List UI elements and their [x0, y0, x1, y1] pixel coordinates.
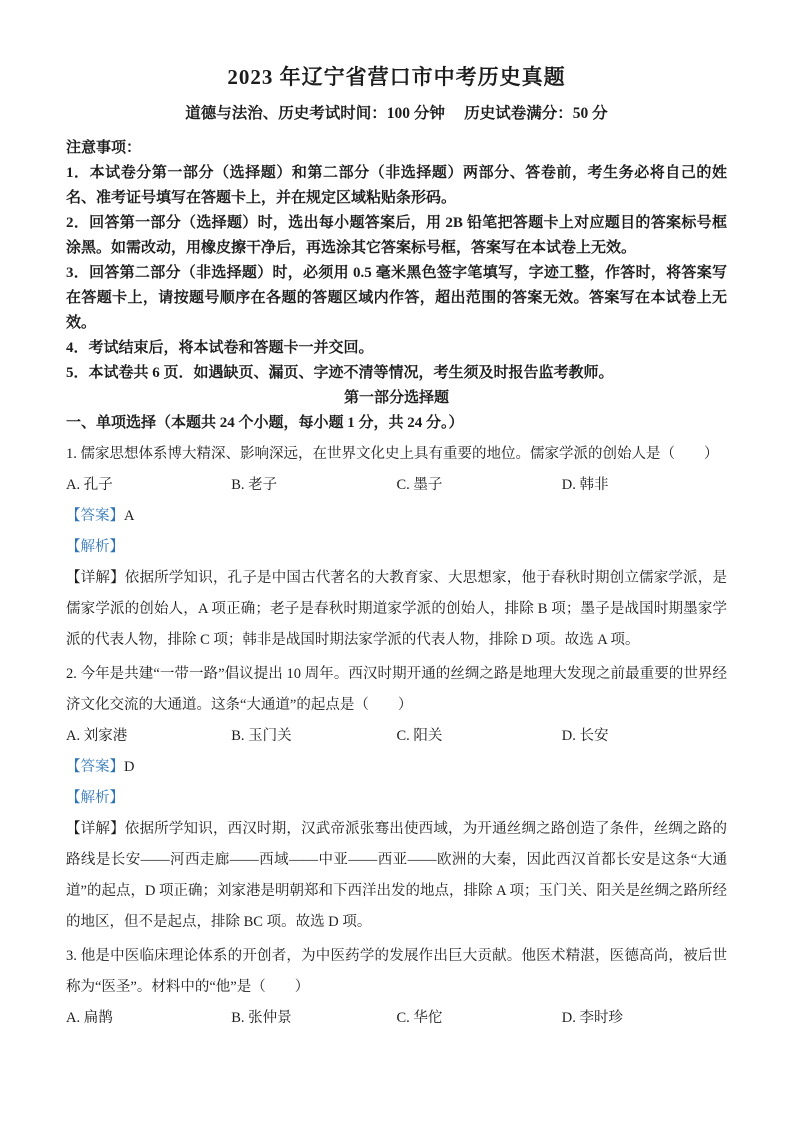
question-1-analysis-line: [66, 532, 727, 563]
notices-heading: 注意事项：: [66, 140, 142, 156]
question-1-option-a: A. 孔子: [66, 477, 113, 493]
analysis-label: 【解析】: [66, 539, 124, 555]
notice-item-1: 1．本试卷分第一部分（选择题）和第二部分（非选择题）两部分、答卷前，考生务必将自己的姓名、准考证号填写在答题卡上，并在规定区域粘贴条形码。: [66, 165, 727, 206]
page-title: 2023 年辽宁省营口市中考历史真题: [227, 65, 566, 89]
question-3-option-a: A. 扁鹊: [66, 1010, 113, 1026]
question-2-option-c: C. 阳关: [396, 728, 443, 744]
question-1-detail-text: 依据所学知识，孔子是中国古代著名的大教育家、大思想家，他于春秋时期创立儒家学派，是儒家学派的创始人，A 项正确；老子是春秋时期道家学派的创始人，排除 B 项；墨子是战国时期墨家学派的代表人物，排除 C 项；韩非是战国时期法家学派的代表人物，排除 D 项。故选 A 项。: [66, 570, 728, 648]
question-3: [66, 941, 727, 1034]
question-1-answer-line: [66, 501, 727, 532]
question-2-answer-line: [66, 752, 727, 783]
question-3-option-d: D. 李时珍: [561, 1010, 623, 1026]
question-2-option-d: D. 长安: [561, 728, 609, 744]
question-2-option-b: B. 玉门关: [231, 728, 292, 744]
analysis-label: 【解析】: [66, 790, 124, 806]
question-1: [66, 439, 727, 656]
question-2: [66, 659, 727, 938]
question-1-option-b: B. 老子: [231, 477, 278, 493]
question-3-stem: 3. 他是中医临床理论体系的开创者，为中医药学的发展作出巨大贡献。他医术精湛，医德高尚，被后世称为“医圣”。材料中的“他”是（ ）: [66, 948, 727, 995]
answer-label: 【答案】: [66, 759, 124, 775]
exam-info-line: 道德与法治、历史考试时间：100 分钟 历史试卷满分：50 分: [185, 105, 608, 122]
question-3-option-b: B. 张仲景: [231, 1010, 292, 1026]
question-3-option-c: C. 华佗: [396, 1010, 443, 1026]
question-1-answer-value: A: [124, 508, 135, 524]
answer-label: 【答案】: [66, 508, 124, 524]
notice-item-3: 3．回答第二部分（非选择题）时，必须用 0.5 毫米黑色签字笔填写，字迹工整，作答时，将答案写在答题卡上，请按题号顺序在各题的答题区域内作答，超出范围的答案无效。答案写在本试卷上无效。: [66, 265, 727, 331]
question-2-analysis-line: [66, 783, 727, 814]
question-2-options: [66, 721, 727, 752]
detail-label: 【详解】: [66, 570, 125, 586]
question-1-option-c: C. 墨子: [396, 477, 443, 493]
question-2-detail: [66, 814, 727, 938]
question-1-detail: [66, 563, 727, 656]
section-heading: 第一部分选择题: [343, 390, 449, 406]
question-2-detail-text: 依据所学知识，西汉时期，汉武帝派张骞出使西域，为开通丝绸之路创造了条件，丝绸之路的路线是长安——河西走廊——西域——中亚——西亚——欧洲的大秦，因此西汉首都长安是这条“大通道”的起点，D 项正确；刘家港是明朝郑和下西洋出发的地点，排除 A 项；玉门关、阳关是丝绸之路所经的地区，但不是起点，排除 BC 项。故选 D 项。: [66, 821, 728, 930]
part-heading: 一、单项选择（本题共 24 个小题，每小题 1 分，共 24 分。）: [66, 415, 464, 431]
question-1-options: [66, 470, 727, 501]
question-2-answer-value: D: [124, 759, 135, 775]
notice-item-2: 2．回答第一部分（选择题）时，选出每小题答案后，用 2B 铅笔把答题卡上对应题目的答案标号框涂黑。如需改动，用橡皮擦干净后，再选涂其它答案标号框，答案写在本试卷上无效。: [66, 215, 727, 256]
question-3-options: [66, 1003, 727, 1034]
question-2-option-a: A. 刘家港: [66, 728, 128, 744]
question-2-stem: 2. 今年是共建“一带一路”倡议提出 10 周年。西汉时期开通的丝绸之路是地理大发现之前最重要的世界经济文化交流的大通道。这条“大通道”的起点是（ ）: [66, 666, 727, 713]
question-1-option-d: D. 韩非: [561, 477, 609, 493]
notice-item-4: 4．考试结束后，将本试卷和答题卡一并交回。: [66, 340, 374, 356]
notice-item-5: 5．本试卷共 6 页．如遇缺页、漏页、字迹不清等情况，考生须及时报告监考教师。: [66, 365, 614, 381]
detail-label: 【详解】: [66, 821, 125, 837]
question-1-stem: 1. 儒家思想体系博大精深、影响深远，在世界文化史上具有重要的地位。儒家学派的创始人是（ ）: [66, 446, 719, 462]
notices-block: [66, 136, 727, 386]
